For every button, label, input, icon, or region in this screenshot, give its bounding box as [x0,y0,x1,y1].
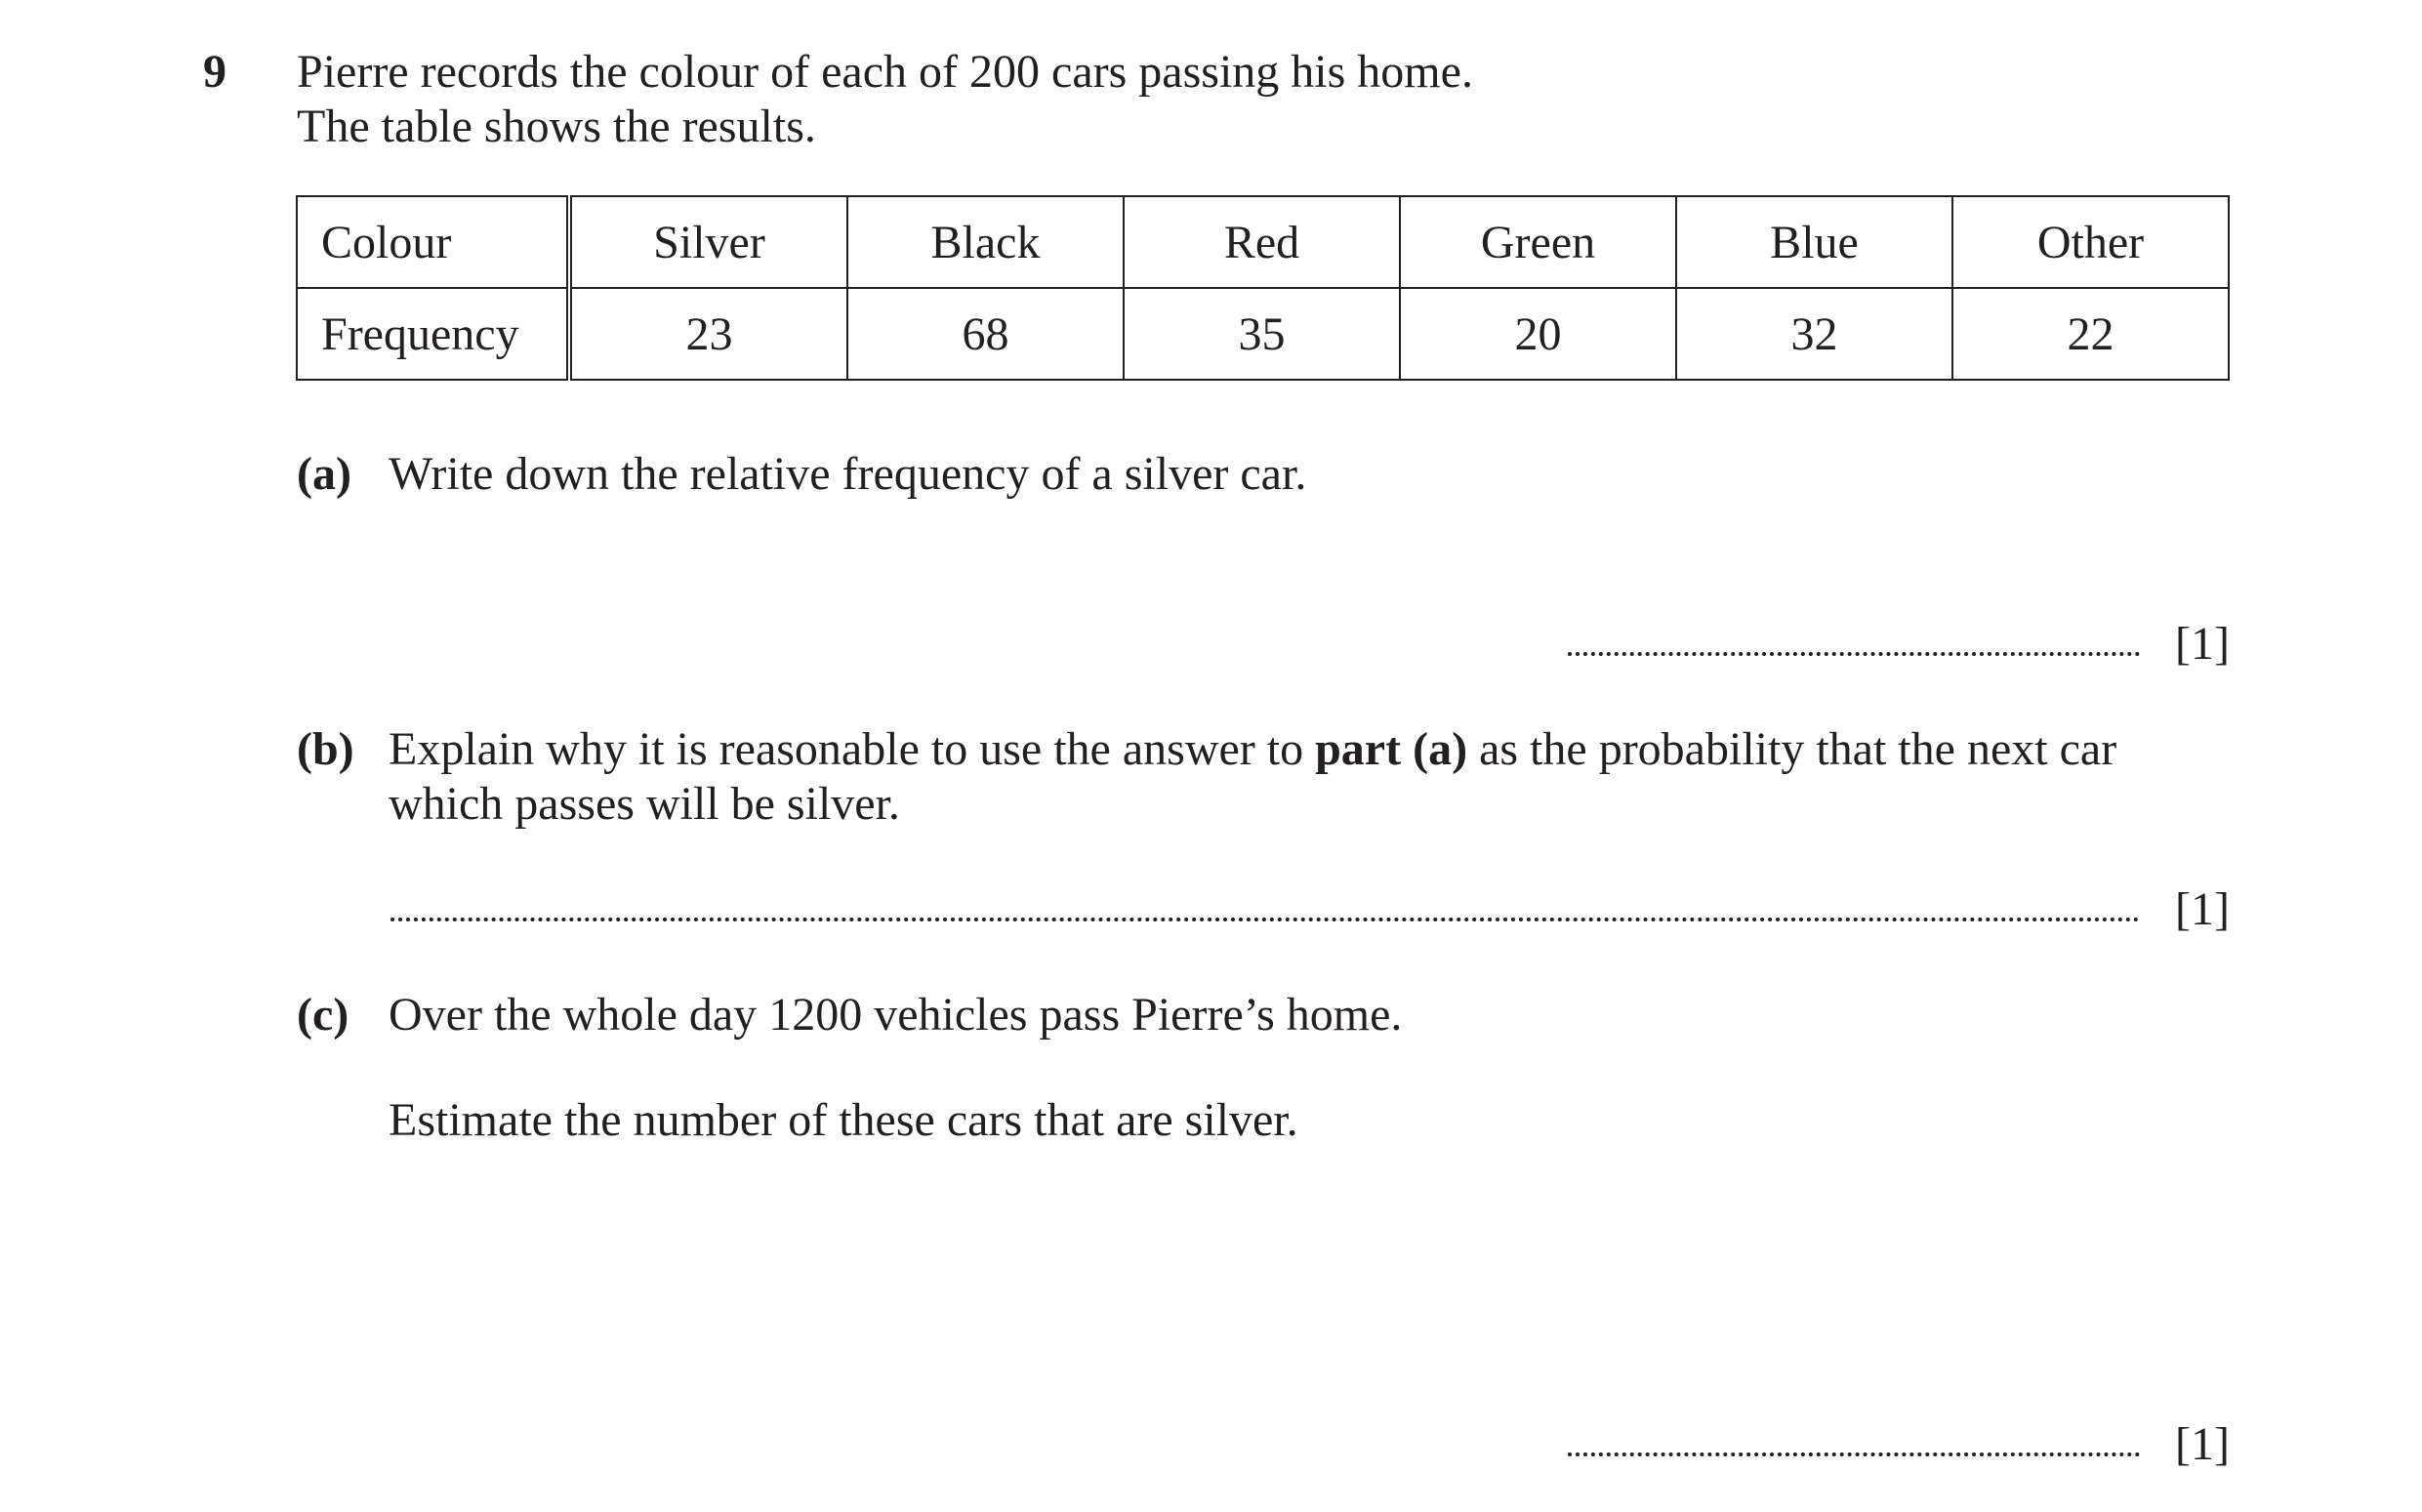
table-cell-frequency: 68 [847,288,1124,380]
part-b-bold-reference: part (a) [1315,723,1468,775]
part-a-label: (a) [297,448,351,500]
frequency-table [296,195,2230,381]
part-b-text-line-2: which passes will be silver. [389,778,900,830]
part-b-text-line-1 [389,722,2116,777]
part-b-answer-line[interactable] [390,918,2140,921]
table-row-header: Colour [297,196,569,288]
table-cell-frequency: 35 [1124,288,1400,380]
table-cell-colour: Green [1400,196,1676,288]
part-a-answer-line[interactable] [1568,652,2140,656]
part-a-marks: [1] [2175,618,2230,670]
table-row-frequency [297,288,2229,380]
table-cell-colour: Silver [569,196,847,288]
part-c-answer-line[interactable] [1568,1452,2140,1456]
part-c-marks: [1] [2175,1418,2230,1470]
table-row-colour [297,196,2229,288]
table-cell-colour: Black [847,196,1124,288]
table-cell-colour: Other [1952,196,2229,288]
table-cell-frequency: 23 [569,288,847,380]
part-c-label: (c) [297,989,349,1041]
part-c-text-line-1: Over the whole day 1200 vehicles pass Pierre’s home. [389,989,1403,1041]
table-cell-frequency: 20 [1400,288,1676,380]
question-number: 9 [203,46,226,98]
question-stem-line-2: The table shows the results. [297,101,816,152]
table-cell-frequency: 32 [1676,288,1952,380]
table-row-header: Frequency [297,288,569,380]
part-b-marks: [1] [2175,883,2230,935]
table-cell-colour: Blue [1676,196,1952,288]
part-b-text-after-bold: as the probability that the next car [1467,723,2117,775]
part-c-text-line-2: Estimate the number of these cars that are silver. [389,1094,1298,1146]
part-b-label: (b) [297,723,354,775]
part-b-text-before-bold: Explain why it is reasonable to use the answer to [389,723,1316,775]
table-cell-colour: Red [1124,196,1400,288]
part-a-text: Write down the relative frequency of a silver car. [389,448,1307,500]
question-stem-line-1: Pierre records the colour of each of 200 cars passing his home. [297,46,1473,98]
table-cell-frequency: 22 [1952,288,2229,380]
